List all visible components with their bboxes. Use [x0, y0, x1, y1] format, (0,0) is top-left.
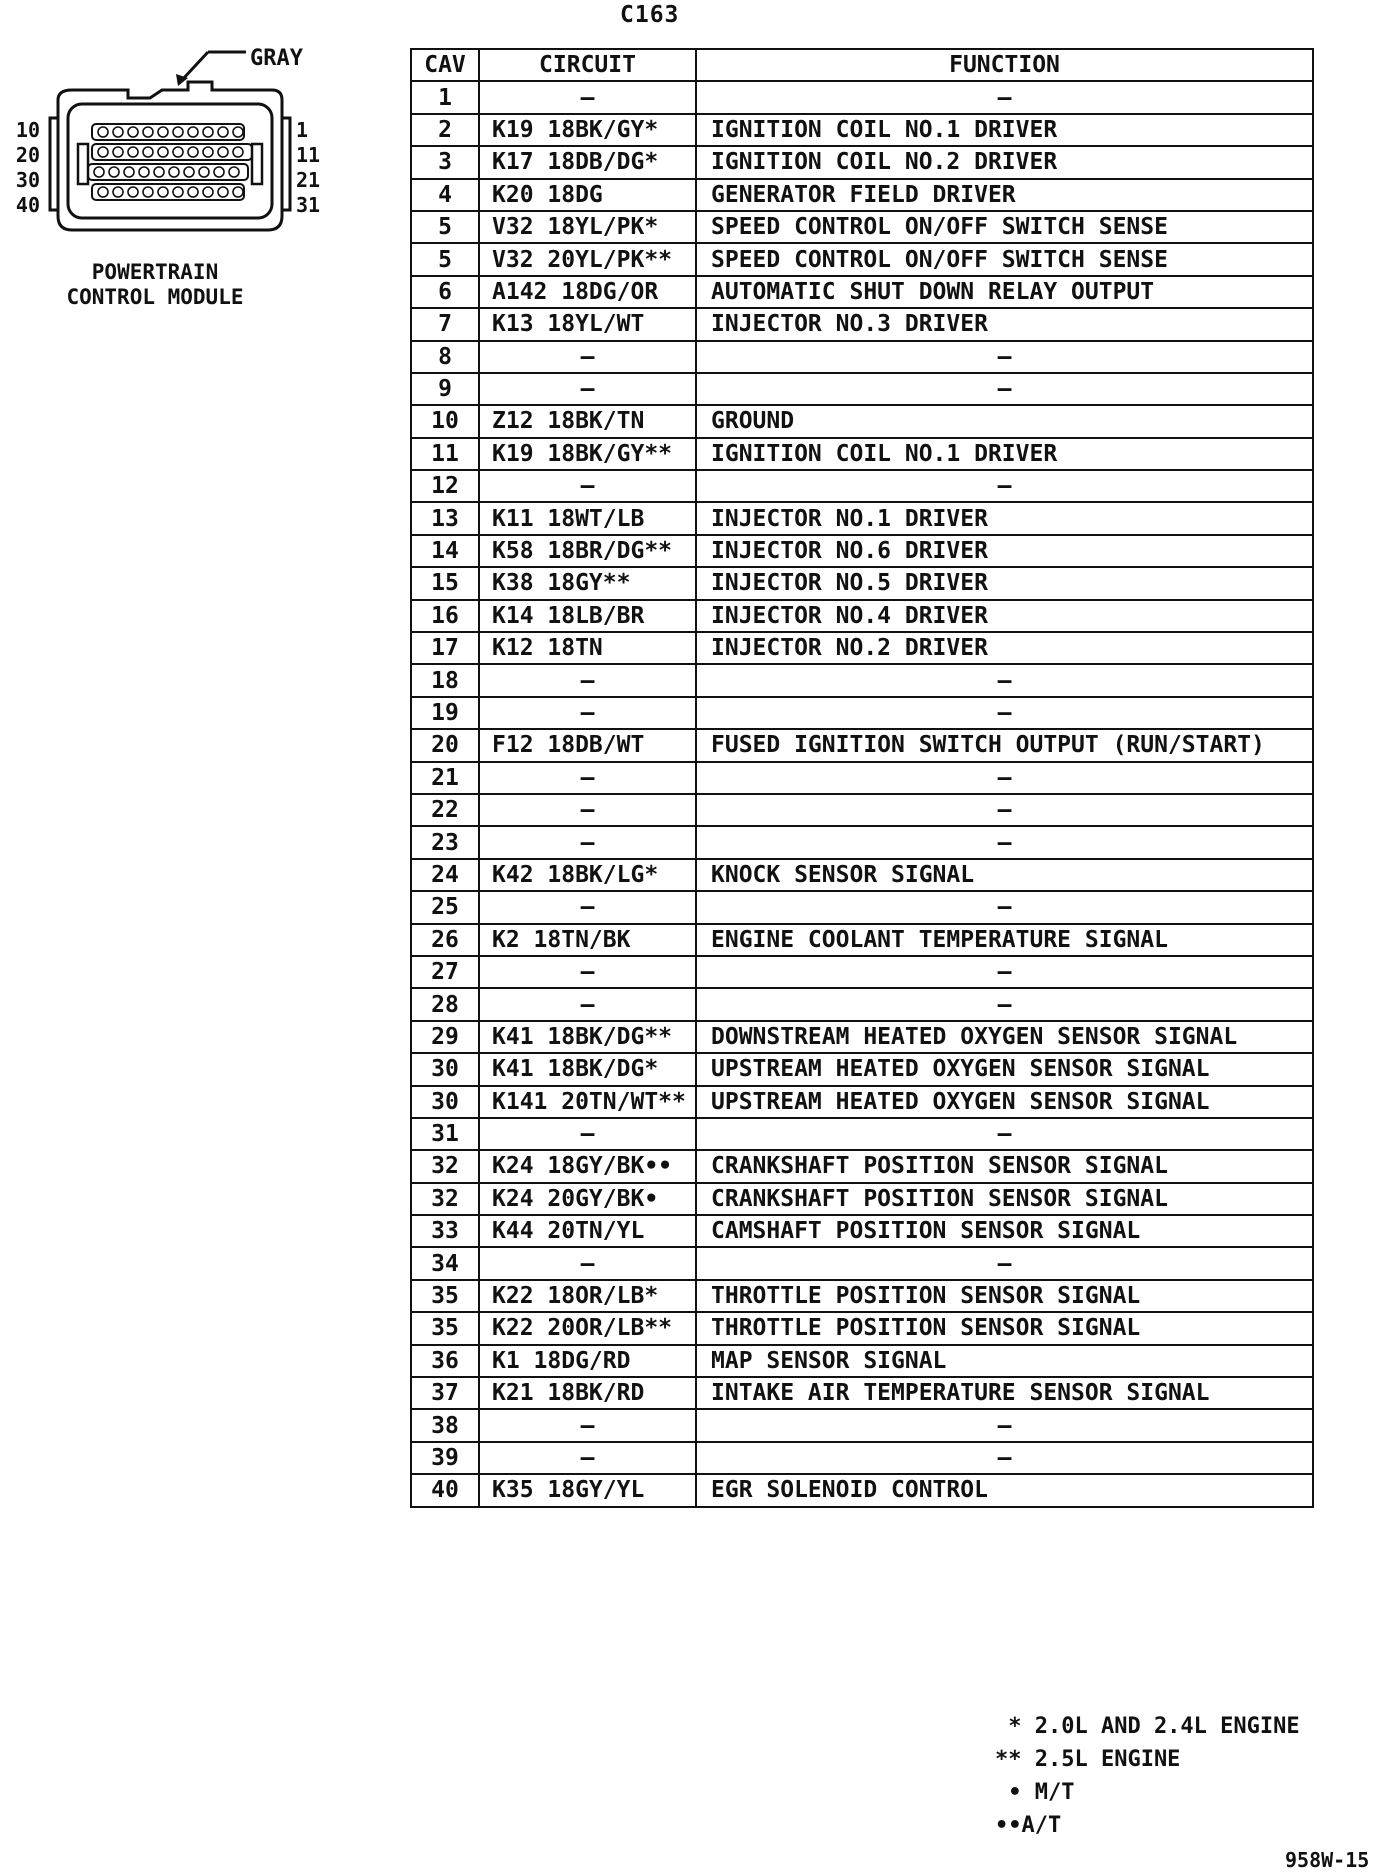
circuit-cell: –: [479, 826, 696, 858]
function-cell: THROTTLE POSITION SENSOR SIGNAL: [696, 1312, 1313, 1344]
table-row: [411, 697, 1313, 729]
cav-cell: 21: [411, 762, 479, 794]
circuit-cell: K22 18OR/LB*: [479, 1280, 696, 1312]
cav-cell: 25: [411, 891, 479, 923]
cav-cell: 30: [411, 1053, 479, 1085]
function-cell: FUSED IGNITION SWITCH OUTPUT (RUN/START): [696, 729, 1313, 761]
cav-cell: 1: [411, 81, 479, 113]
table-row: [411, 405, 1313, 437]
connector-title: C163: [620, 2, 680, 28]
cav-cell: 10: [411, 405, 479, 437]
circuit-cell: K24 20GY/BK•: [479, 1183, 696, 1215]
function-cell: –: [696, 956, 1313, 988]
function-cell: –: [696, 470, 1313, 502]
pin-number: 10: [15, 118, 40, 142]
circuit-cell: –: [479, 794, 696, 826]
pin-socket-icon: [184, 167, 194, 177]
cav-cell: 35: [411, 1312, 479, 1344]
circuit-cell: –: [479, 956, 696, 988]
function-cell: SPEED CONTROL ON/OFF SWITCH SENSE: [696, 243, 1313, 275]
circuit-cell: K11 18WT/LB: [479, 502, 696, 534]
table-row: [411, 600, 1313, 632]
pin-socket-icon: [124, 167, 134, 177]
table-row: [411, 146, 1313, 178]
function-cell: –: [696, 826, 1313, 858]
cav-cell: 8: [411, 341, 479, 373]
table-row: [411, 211, 1313, 243]
function-cell: IGNITION COIL NO.2 DRIVER: [696, 146, 1313, 178]
cav-cell: 32: [411, 1183, 479, 1215]
table-row: [411, 859, 1313, 891]
function-cell: INJECTOR NO.1 DRIVER: [696, 502, 1313, 534]
function-cell: INTAKE AIR TEMPERATURE SENSOR SIGNAL: [696, 1377, 1313, 1409]
cav-cell: 6: [411, 276, 479, 308]
pin-socket-icon: [214, 167, 224, 177]
table-row: [411, 762, 1313, 794]
function-cell: –: [696, 1118, 1313, 1150]
circuit-cell: Z12 18BK/TN: [479, 405, 696, 437]
header-function: FUNCTION: [696, 49, 1313, 81]
function-cell: ENGINE COOLANT TEMPERATURE SIGNAL: [696, 924, 1313, 956]
cav-cell: 22: [411, 794, 479, 826]
function-cell: UPSTREAM HEATED OXYGEN SENSOR SIGNAL: [696, 1053, 1313, 1085]
cav-cell: 5: [411, 211, 479, 243]
pin-socket-icon: [158, 187, 168, 197]
cav-cell: 30: [411, 1086, 479, 1118]
table-row: [411, 1053, 1313, 1085]
cav-cell: 31: [411, 1118, 479, 1150]
pin-socket-icon: [158, 147, 168, 157]
function-cell: CRANKSHAFT POSITION SENSOR SIGNAL: [696, 1183, 1313, 1215]
function-cell: EGR SOLENOID CONTROL: [696, 1474, 1313, 1506]
function-cell: –: [696, 1409, 1313, 1441]
circuit-cell: K2 18TN/BK: [479, 924, 696, 956]
cav-cell: 3: [411, 146, 479, 178]
circuit-cell: K19 18BK/GY*: [479, 114, 696, 146]
function-cell: CAMSHAFT POSITION SENSOR SIGNAL: [696, 1215, 1313, 1247]
pin-socket-icon: [143, 187, 153, 197]
legend-item: * 2.0L AND 2.4L ENGINE: [995, 1714, 1300, 1739]
table-row: [411, 1247, 1313, 1279]
circuit-cell: K44 20TN/YL: [479, 1215, 696, 1247]
function-cell: THROTTLE POSITION SENSOR SIGNAL: [696, 1280, 1313, 1312]
module-name-line1: POWERTRAIN: [91, 260, 219, 284]
pin-socket-icon: [139, 167, 149, 177]
circuit-cell: –: [479, 1409, 696, 1441]
function-cell: –: [696, 891, 1313, 923]
circuit-cell: –: [479, 1118, 696, 1150]
cav-cell: 24: [411, 859, 479, 891]
circuit-cell: –: [479, 373, 696, 405]
table-row: [411, 438, 1313, 470]
function-cell: DOWNSTREAM HEATED OXYGEN SENSOR SIGNAL: [696, 1021, 1313, 1053]
function-cell: –: [696, 697, 1313, 729]
pinout-table: [410, 48, 1314, 1508]
header-circuit: CIRCUIT: [479, 49, 696, 81]
cav-cell: 34: [411, 1247, 479, 1279]
pin-number: 11: [296, 143, 321, 167]
circuit-cell: K24 18GY/BK••: [479, 1150, 696, 1182]
pin-socket-icon: [143, 127, 153, 137]
table-row: [411, 567, 1313, 599]
circuit-cell: K1 18DG/RD: [479, 1345, 696, 1377]
circuit-cell: –: [479, 470, 696, 502]
pin-socket-icon: [128, 187, 138, 197]
function-cell: MAP SENSOR SIGNAL: [696, 1345, 1313, 1377]
circuit-cell: –: [479, 762, 696, 794]
table-row: [411, 373, 1313, 405]
pin-socket-icon: [229, 167, 239, 177]
circuit-cell: K20 18DG: [479, 179, 696, 211]
pin-socket-icon: [94, 167, 104, 177]
table-row: [411, 924, 1313, 956]
function-cell: –: [696, 341, 1313, 373]
table-row: [411, 1280, 1313, 1312]
cav-cell: 14: [411, 535, 479, 567]
table-row: [411, 1086, 1313, 1118]
function-cell: AUTOMATIC SHUT DOWN RELAY OUTPUT: [696, 276, 1313, 308]
pin-number: 1: [296, 118, 309, 142]
circuit-cell: K17 18DB/DG*: [479, 146, 696, 178]
pin-socket-icon: [203, 187, 213, 197]
table-row: [411, 1442, 1313, 1474]
cav-cell: 26: [411, 924, 479, 956]
circuit-cell: –: [479, 1247, 696, 1279]
table-row: [411, 826, 1313, 858]
circuit-cell: K58 18BR/DG**: [479, 535, 696, 567]
table-row: [411, 243, 1313, 275]
table-row: [411, 1377, 1313, 1409]
pin-number: 20: [15, 143, 40, 167]
pin-socket-icon: [233, 187, 243, 197]
legend: [995, 1710, 1300, 1842]
function-cell: GROUND: [696, 405, 1313, 437]
cav-cell: 5: [411, 243, 479, 275]
function-cell: –: [696, 81, 1313, 113]
circuit-cell: K19 18BK/GY**: [479, 438, 696, 470]
table-row: [411, 341, 1313, 373]
circuit-cell: A142 18DG/OR: [479, 276, 696, 308]
function-cell: –: [696, 762, 1313, 794]
circuit-cell: K41 18BK/DG**: [479, 1021, 696, 1053]
pin-socket-icon: [233, 127, 243, 137]
pin-socket-icon: [143, 147, 153, 157]
cav-cell: 17: [411, 632, 479, 664]
cav-cell: 23: [411, 826, 479, 858]
table-row: [411, 1118, 1313, 1150]
table-row: [411, 632, 1313, 664]
cav-cell: 15: [411, 567, 479, 599]
pin-socket-icon: [169, 167, 179, 177]
pin-number: 31: [296, 193, 321, 217]
cav-cell: 9: [411, 373, 479, 405]
function-cell: IGNITION COIL NO.1 DRIVER: [696, 438, 1313, 470]
table-row: [411, 988, 1313, 1020]
table-row: [411, 664, 1313, 696]
pin-socket-icon: [173, 147, 183, 157]
pin-socket-icon: [128, 127, 138, 137]
circuit-cell: K12 18TN: [479, 632, 696, 664]
function-cell: –: [696, 1247, 1313, 1279]
table-row: [411, 470, 1313, 502]
header-cav: CAV: [411, 49, 479, 81]
circuit-cell: –: [479, 988, 696, 1020]
function-cell: UPSTREAM HEATED OXYGEN SENSOR SIGNAL: [696, 1086, 1313, 1118]
pin-number: 40: [15, 193, 40, 217]
cav-cell: 38: [411, 1409, 479, 1441]
pin-number: 30: [15, 168, 40, 192]
cav-cell: 11: [411, 438, 479, 470]
table-row: [411, 1215, 1313, 1247]
module-name: [40, 260, 270, 310]
cav-cell: 37: [411, 1377, 479, 1409]
function-cell: KNOCK SENSOR SIGNAL: [696, 859, 1313, 891]
circuit-cell: K14 18LB/BR: [479, 600, 696, 632]
legend-item: • M/T: [995, 1780, 1075, 1805]
pin-socket-icon: [113, 147, 123, 157]
circuit-cell: K141 20TN/WT**: [479, 1086, 696, 1118]
circuit-cell: –: [479, 1442, 696, 1474]
circuit-cell: K42 18BK/LG*: [479, 859, 696, 891]
pin-socket-icon: [199, 167, 209, 177]
left-pin-numbers: [12, 118, 40, 218]
connector-color-label: GRAY: [250, 46, 303, 71]
circuit-cell: –: [479, 81, 696, 113]
table-row: [411, 308, 1313, 340]
table-row: [411, 276, 1313, 308]
table-row: [411, 1409, 1313, 1441]
circuit-cell: K38 18GY**: [479, 567, 696, 599]
pin-socket-icon: [109, 167, 119, 177]
table-row: [411, 1183, 1313, 1215]
cav-cell: 39: [411, 1442, 479, 1474]
circuit-cell: –: [479, 664, 696, 696]
circuit-cell: K22 20OR/LB**: [479, 1312, 696, 1344]
pin-socket-icon: [188, 147, 198, 157]
function-cell: –: [696, 373, 1313, 405]
circuit-cell: K35 18GY/YL: [479, 1474, 696, 1506]
table-row: [411, 1345, 1313, 1377]
function-cell: –: [696, 794, 1313, 826]
table-row: [411, 535, 1313, 567]
function-cell: INJECTOR NO.6 DRIVER: [696, 535, 1313, 567]
table-row: [411, 1150, 1313, 1182]
function-cell: INJECTOR NO.2 DRIVER: [696, 632, 1313, 664]
table-row: [411, 891, 1313, 923]
legend-item: ** 2.5L ENGINE: [995, 1747, 1181, 1772]
circuit-cell: F12 18DB/WT: [479, 729, 696, 761]
table-row: [411, 729, 1313, 761]
cav-cell: 7: [411, 308, 479, 340]
cav-cell: 32: [411, 1150, 479, 1182]
cav-cell: 35: [411, 1280, 479, 1312]
function-cell: –: [696, 988, 1313, 1020]
cav-cell: 16: [411, 600, 479, 632]
function-cell: GENERATOR FIELD DRIVER: [696, 179, 1313, 211]
pin-number: 21: [296, 168, 321, 192]
cav-cell: 18: [411, 664, 479, 696]
pin-socket-icon: [154, 167, 164, 177]
pin-socket-icon: [188, 127, 198, 137]
cav-cell: 12: [411, 470, 479, 502]
module-name-line2: CONTROL MODULE: [66, 285, 244, 309]
pin-socket-icon: [113, 187, 123, 197]
function-cell: SPEED CONTROL ON/OFF SWITCH SENSE: [696, 211, 1313, 243]
table-row: [411, 1474, 1313, 1506]
pin-socket-icon: [233, 147, 243, 157]
table-row: [411, 179, 1313, 211]
cav-cell: 40: [411, 1474, 479, 1506]
pin-socket-icon: [113, 127, 123, 137]
circuit-cell: –: [479, 891, 696, 923]
function-cell: –: [696, 664, 1313, 696]
cav-cell: 28: [411, 988, 479, 1020]
figure-id: 958W-15: [1285, 1848, 1370, 1872]
circuit-cell: –: [479, 341, 696, 373]
cav-cell: 27: [411, 956, 479, 988]
table-row: [411, 1312, 1313, 1344]
circuit-cell: –: [479, 697, 696, 729]
pin-socket-icon: [203, 127, 213, 137]
pin-socket-icon: [218, 147, 228, 157]
pin-socket-icon: [173, 187, 183, 197]
function-cell: –: [696, 1442, 1313, 1474]
function-cell: INJECTOR NO.3 DRIVER: [696, 308, 1313, 340]
pin-socket-icon: [98, 147, 108, 157]
function-cell: INJECTOR NO.5 DRIVER: [696, 567, 1313, 599]
table-row: [411, 81, 1313, 113]
pin-socket-icon: [218, 187, 228, 197]
circuit-cell: V32 20YL/PK**: [479, 243, 696, 275]
pin-socket-icon: [203, 147, 213, 157]
cav-cell: 4: [411, 179, 479, 211]
table-row: [411, 956, 1313, 988]
cav-cell: 29: [411, 1021, 479, 1053]
table-header-row: [411, 49, 1313, 81]
cav-cell: 20: [411, 729, 479, 761]
table-row: [411, 502, 1313, 534]
pin-socket-icon: [218, 127, 228, 137]
cav-cell: 19: [411, 697, 479, 729]
table-row: [411, 1021, 1313, 1053]
circuit-cell: K13 18YL/WT: [479, 308, 696, 340]
function-cell: INJECTOR NO.4 DRIVER: [696, 600, 1313, 632]
cav-cell: 33: [411, 1215, 479, 1247]
circuit-cell: K41 18BK/DG*: [479, 1053, 696, 1085]
function-cell: CRANKSHAFT POSITION SENSOR SIGNAL: [696, 1150, 1313, 1182]
cav-cell: 13: [411, 502, 479, 534]
cav-cell: 2: [411, 114, 479, 146]
pin-socket-icon: [158, 127, 168, 137]
cav-cell: 36: [411, 1345, 479, 1377]
circuit-cell: V32 18YL/PK*: [479, 211, 696, 243]
table-row: [411, 794, 1313, 826]
legend-item: ••A/T: [995, 1813, 1062, 1838]
right-pin-numbers: [296, 118, 320, 218]
table-row: [411, 114, 1313, 146]
pin-socket-icon: [188, 187, 198, 197]
circuit-cell: K21 18BK/RD: [479, 1377, 696, 1409]
pin-socket-icon: [128, 147, 138, 157]
pin-socket-icon: [173, 127, 183, 137]
pin-socket-icon: [98, 187, 108, 197]
function-cell: IGNITION COIL NO.1 DRIVER: [696, 114, 1313, 146]
pin-socket-icon: [98, 127, 108, 137]
